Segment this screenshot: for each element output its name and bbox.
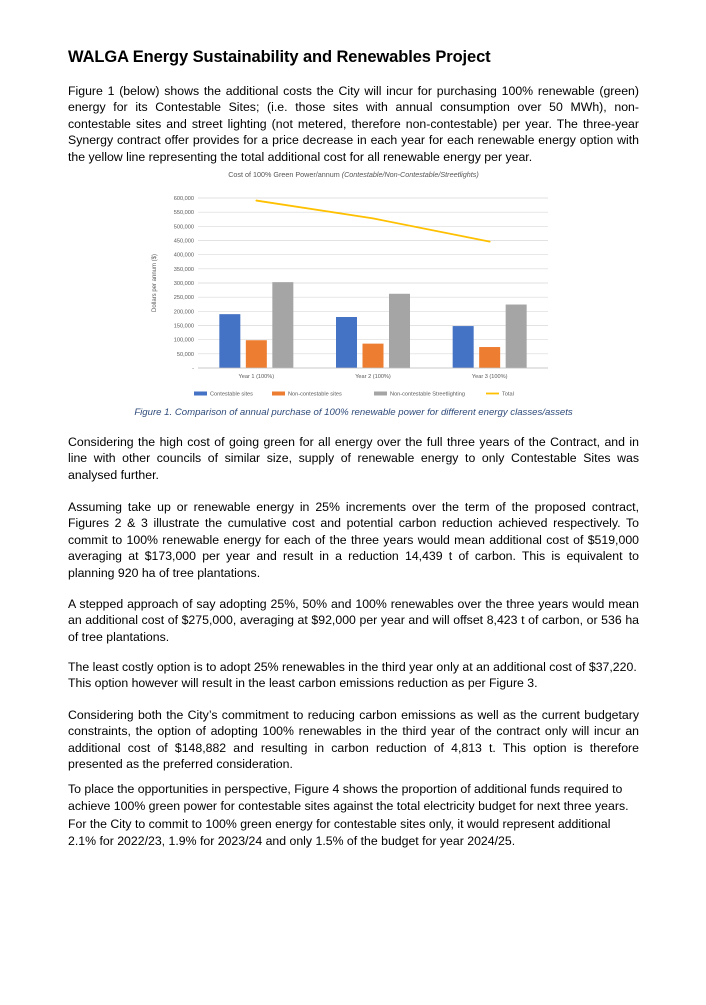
paragraph-preferred-option: Considering both the City’s commitment to reducing carbon emissions as well as the current budgetary constraints, the option of adopting 100% renewables in the third year of the contract only will incur an additional cost of $148,882 and resulting in carbon reduction of 4,813 t. This option is therefore presented as the preferred consideration.	[68, 708, 639, 772]
y-tick-label: 400,000	[173, 252, 194, 259]
bar-non-contestable-sites-2	[363, 344, 384, 368]
y-axis-label: Dollars per annum ($)	[152, 253, 158, 313]
legend-label: Contestable sites	[210, 391, 253, 398]
x-tick-label: Year 2 (100%)	[355, 374, 391, 380]
paragraph-stepped-approach: A stepped approach of say adopting 25%, 50% and 100% renewables over the three years would mean an additional cost of $275,000, averaging at $92,000 per year and will offset 8,423 t of carbon, or 536 ha of tree plantations.	[68, 597, 639, 644]
legend-label: Non-contestable Streetlighting	[390, 391, 465, 398]
line-total-point	[372, 218, 374, 220]
bar-contestable-sites-1	[219, 314, 240, 368]
chart-subtitle: (Contestable/Non-Contestable/Streetlights)	[341, 170, 479, 179]
legend-label: Non-contestable sites	[288, 391, 342, 398]
figure-caption: Figure 1. Comparison of annual purchase of 100% renewable power for different energy classes/assets	[134, 407, 573, 418]
y-tick-label: 500,000	[173, 224, 194, 231]
bar-contestable-sites-2	[336, 317, 357, 368]
paragraph-least-cost: The least costly option is to adopt 25% renewables in the third year only at an additional cost of $37,220. This option however will result in the least carbon emissions reduction as per Figure 3.	[68, 660, 637, 691]
paragraph-contestable-focus: Considering the high cost of going green for all energy over the full three years of the Contract, and in line with other councils of similar size, supply of renewable energy to only Contestable Sites was analysed further.	[68, 435, 639, 482]
paragraph-intro: Figure 1 (below) shows the additional costs the City will incur for purchasing 100% renewable (green) energy for its Contestable Sites; (i.e. those sites with annual consumption over 50 MWh), non-contestable sites and street lighting (not metered, therefore non-contestable) per year. The three-year Synergy contract offer provides for a price decrease in each year for each renewable energy option with the yellow line representing the total additional cost for all renewable energy per year.	[68, 84, 639, 164]
y-tick-label: 200,000	[173, 309, 194, 316]
y-tick-label: 50,000	[176, 351, 194, 358]
y-tick-label: 250,000	[173, 295, 194, 302]
x-tick-label: Year 1 (100%)	[238, 374, 275, 380]
line-total-point	[489, 241, 491, 243]
y-tick-label: 450,000	[173, 238, 194, 245]
line-total	[256, 201, 489, 242]
line-total-point	[255, 200, 257, 202]
cost-chart	[148, 185, 568, 405]
y-tick-label: 150,000	[173, 323, 194, 330]
y-tick-label: 550,000	[173, 210, 194, 217]
bar-contestable-sites-3	[453, 326, 474, 368]
bar-non-contestable-streetlighting-1	[272, 282, 293, 368]
legend-swatch	[272, 392, 285, 396]
paragraph-budget-perspective: To place the opportunities in perspective, Figure 4 shows the proportion of additional funds required to achieve 100% green power for contestable sites against the total electricity budget for next three years. For the City to commit to 100% green energy for contestable sites only, it would represent additional 2.1% for 2022/23, 1.9% for 2023/24 and only 1.5% of the budget for year 2024/25.	[68, 782, 629, 849]
y-tick-label: 300,000	[173, 281, 194, 287]
x-tick-label: Year 3 (100%)	[471, 374, 508, 380]
legend-swatch	[374, 392, 387, 396]
bar-non-contestable-sites-1	[246, 340, 267, 368]
chart-title-main: Cost of 100% Green Power/annum	[228, 170, 340, 179]
y-tick-label: -	[192, 366, 194, 372]
legend-swatch	[194, 392, 207, 396]
y-tick-label: 600,000	[173, 196, 194, 202]
bar-non-contestable-streetlighting-2	[389, 294, 410, 368]
legend-label: Total	[502, 391, 514, 398]
paragraph-full-commitment: Assuming take up or renewable energy in 25% increments over the term of the proposed contract, Figures 2 & 3 illustrate the cumulative cost and potential carbon reduction achieved respectively. To commit to 100% renewable energy for each of the three years would mean additional cost of $519,000 averaging at $173,000 per year and result in a reduction 14,439 t of carbon. This is equivalent to planning 920 ha of tree plantations.	[68, 500, 639, 580]
y-tick-label: 100,000	[173, 337, 194, 344]
chart-title	[68, 170, 639, 179]
bar-non-contestable-sites-3	[479, 347, 500, 368]
page-title: WALGA Energy Sustainability and Renewables Project	[68, 48, 491, 66]
y-tick-label: 350,000	[173, 266, 194, 273]
bar-non-contestable-streetlighting-3	[506, 305, 527, 368]
